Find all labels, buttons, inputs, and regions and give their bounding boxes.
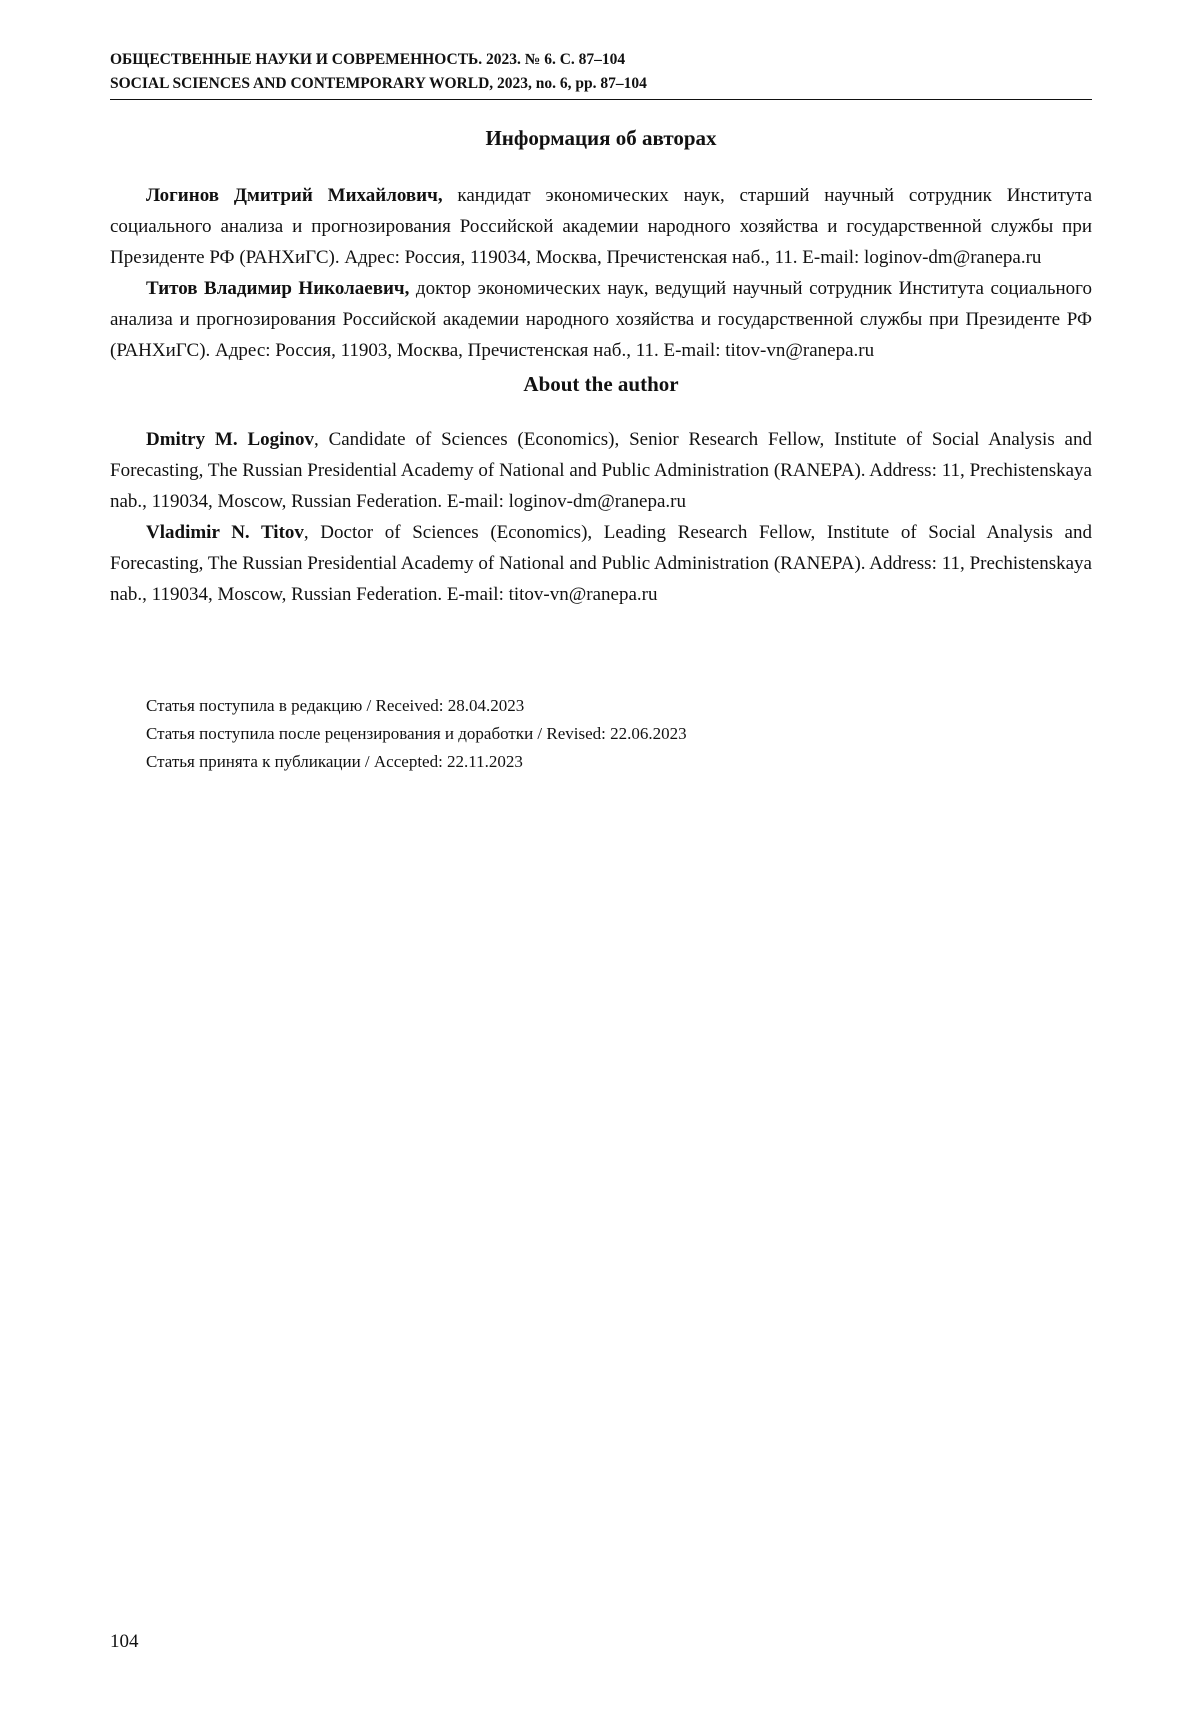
- author-name-ru-2: Титов Владимир Николаевич,: [146, 278, 410, 299]
- header-rule: [110, 99, 1092, 100]
- running-head: [110, 48, 1092, 96]
- section-title-ru: Информация об авторах: [485, 126, 717, 150]
- running-head-ru: ОБЩЕСТВЕННЫЕ НАУКИ И СОВРЕМЕННОСТЬ. 2023. № 6. С. 87–104: [110, 51, 626, 68]
- author-text-en-1: , Candidate of Sciences (Economics), Senior Research Fellow, Institute of Social Analysis and Forecasting, The Russian Presidential Academy of National and Public Administration (RANEPA). Address: 11, Prechistenskaya nab., 119034, Moscow, Russian Federation. E-mail: loginov-dm@ranepa.ru: [110, 429, 1092, 512]
- page-number: 104: [110, 1631, 139, 1652]
- author-name-en-1: Dmitry M. Loginov: [146, 429, 314, 450]
- author-bio-ru-2: [110, 273, 1092, 366]
- author-text-ru-2: доктор экономических наук, ведущий научный сотрудник Института социального анализа и прогнозирования Российской академии народного хозяйства и государственной службы при Президенте РФ (РАНХиГС). Адрес: Россия, 11903, Москва, Пречистенская наб., 11. E-mail: titov-vn@ranepa.ru: [110, 278, 1092, 361]
- author-text-en-2: , Doctor of Sciences (Economics), Leading Research Fellow, Institute of Social Analysis and Forecasting, The Russian Presidential Academy of National and Public Administration (RANEPA). Address: 11, Prechistenskaya nab., 119034, Moscow, Russian Federation. E-mail: titov-vn@ranepa.ru: [110, 522, 1092, 605]
- date-received: Статья поступила в редакцию / Received: 28.04.2023: [146, 696, 525, 715]
- author-name-ru-1: Логинов Дмитрий Михайлович,: [146, 185, 443, 206]
- author-name-en-2: Vladimir N. Titov: [146, 522, 304, 543]
- author-text-ru-1: кандидат экономических наук, старший научный сотрудник Института социального анализа и прогнозирования Российской академии народного хозяйства и государственной службы при Президенте РФ (РАНХиГС). Адрес: Россия, 119034, Москва, Пречистенская наб., 11. E-mail: loginov-dm@ranepa.ru: [110, 185, 1093, 268]
- author-bio-en-2: [110, 517, 1092, 610]
- section-title-en: About the author: [523, 372, 679, 396]
- date-accepted: Статья принята к публикации / Accepted: 22.11.2023: [146, 752, 523, 771]
- running-head-en: SOCIAL SCIENCES AND CONTEMPORARY WORLD, 2023, no. 6, pp. 87–104: [110, 75, 647, 92]
- author-bio-en-1: [110, 424, 1092, 517]
- page: [110, 48, 1092, 776]
- author-bio-ru-1: [110, 180, 1092, 273]
- article-dates: [110, 692, 1092, 776]
- date-revised: Статья поступила после рецензирования и доработки / Revised: 22.06.2023: [146, 724, 687, 743]
